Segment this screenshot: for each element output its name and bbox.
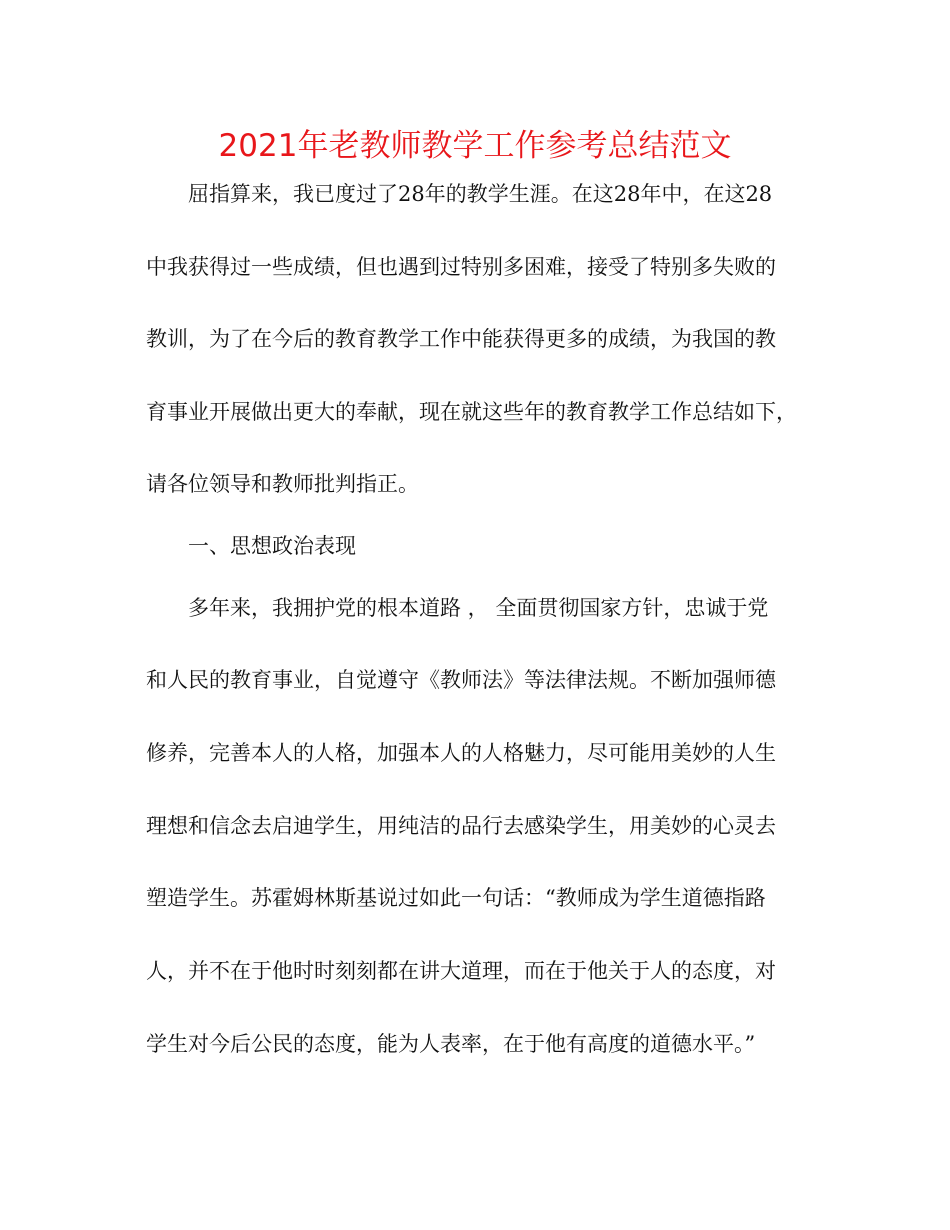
paragraph-line: 屈指算来，我已度过了28年的教学生涯。在这28年中，在这28 xyxy=(188,182,773,206)
paragraph-line: 人，并不在于他时时刻刻都在讲大道理，而在于他关于人的态度，对 xyxy=(146,959,776,983)
paragraph-line: 学生对今后公民的态度，能为人表率，在于他有高度的道德水平。” xyxy=(146,1032,756,1056)
paragraph-line: 理想和信念去启迪学生，用纯洁的品行去感染学生，用美妙的心灵去 xyxy=(146,814,776,838)
paragraph-line: 教训，为了在今后的教育教学工作中能获得更多的成绩，为我国的教 xyxy=(146,327,776,351)
section-heading: 一、思想政治表现 xyxy=(188,534,356,558)
paragraph-line: 多年来，我拥护党的根本道路 ， 全面贯彻国家方针，忠诚于党 xyxy=(188,596,769,620)
paragraph-line: 塑造学生。苏霍姆林斯基说过如此一句话：“教师成为学生道德指路 xyxy=(146,886,766,910)
document-title: 2021年老教师教学工作参考总结范文 xyxy=(218,128,732,164)
paragraph-line: 修养，完善本人的人格，加强本人的人格魅力，尽可能用美妙的人生 xyxy=(146,741,776,765)
paragraph-line: 育事业开展做出更大的奉献，现在就这些年的教育教学工作总结如下， xyxy=(146,400,797,424)
paragraph-line: 请各位领导和教师批判指正。 xyxy=(146,472,419,496)
paragraph-line: 中我获得过一些成绩，但也遇到过特别多困难，接受了特别多失败的 xyxy=(146,255,776,279)
paragraph-line: 和人民的教育事业，自觉遵守《教师法》等法律法规。不断加强师德 xyxy=(146,668,776,692)
